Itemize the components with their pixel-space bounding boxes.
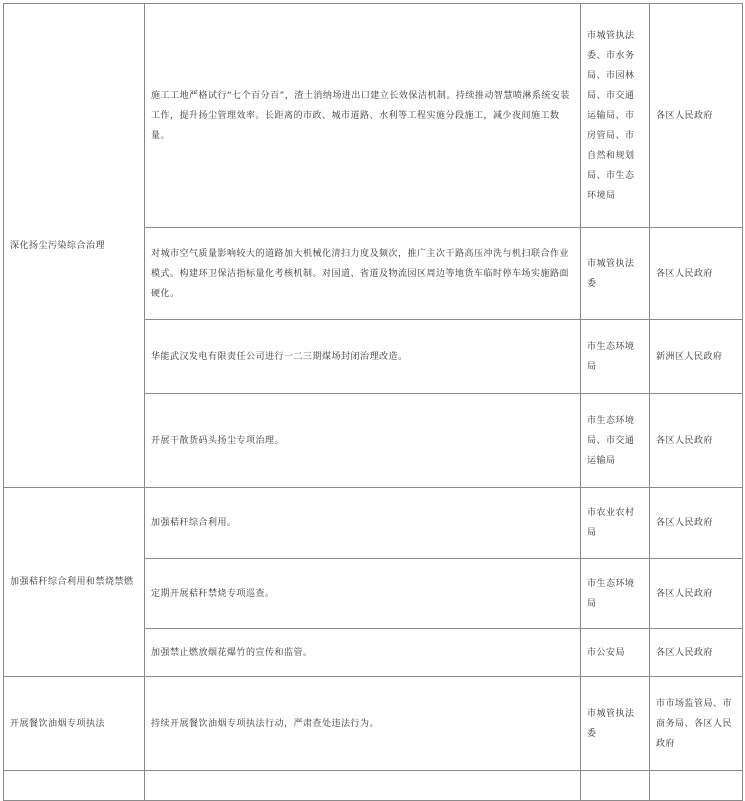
lead-dept-cell xyxy=(581,4,650,228)
lead-dept-cell xyxy=(581,677,650,771)
lead-dept-text: 市生态环境局 xyxy=(587,578,635,609)
coop-dept-cell xyxy=(650,228,743,320)
measure-text: 对城市空气质量影响较大的道路加大机械化清扫力度及频次，推广主次干路高压冲洗与机扫联合作业模式。构建环卫保洁指标量化考核机制。对国道、省道及物流园区周边等地货车临时停车场实施路面硬化。 xyxy=(151,248,570,299)
lead-dept-text: 市城管执法委 xyxy=(587,708,635,739)
measures-table xyxy=(3,3,743,801)
table-row xyxy=(4,488,743,559)
measure-cell xyxy=(145,488,581,559)
lead-dept-text: 市农业农村局 xyxy=(587,508,635,538)
measure-cell xyxy=(145,629,581,677)
measure-cell xyxy=(145,4,581,228)
table-row xyxy=(4,4,743,228)
coop-dept-text: 各区人民政府 xyxy=(656,268,714,279)
coop-dept-text: 市市场监管局、市商务局、各区人民政府 xyxy=(656,698,733,749)
coop-dept-cell xyxy=(650,4,743,228)
lead-dept-cell xyxy=(581,488,650,559)
coop-dept-cell xyxy=(650,559,743,629)
measure-cell xyxy=(145,394,581,488)
coop-dept-text: 各区人民政府 xyxy=(656,588,714,599)
table-row xyxy=(4,771,743,801)
measure-cell xyxy=(145,320,581,394)
measure-cell xyxy=(145,677,581,771)
task-label: 加强秸秆综合利用和禁烧禁燃 xyxy=(10,577,134,587)
measure-text: 持续开展餐饮油烟专项执法行动，严肃查处违法行为。 xyxy=(151,718,380,729)
lead-dept-text: 市城管执法委 xyxy=(587,258,635,289)
lead-dept-cell xyxy=(581,394,650,488)
lead-dept-cell xyxy=(581,228,650,320)
measure-cell xyxy=(145,771,581,801)
coop-dept-cell xyxy=(650,677,743,771)
coop-dept-text: 新洲区人民政府 xyxy=(656,351,723,362)
task-label: 深化扬尘污染综合治理 xyxy=(10,240,106,251)
measure-cell xyxy=(145,559,581,629)
lead-dept-cell xyxy=(581,629,650,677)
measure-text: 施工工地严格试行“七个百分百”，渣土消纳场进出口建立长效保洁机制。持续推动智慧喷淋系统安装工作，提升扬尘管理效率。长距离的市政、城市道路、水利等工程实施分段施工，减少夜间施工数量。 xyxy=(151,90,570,141)
measure-text: 华能武汉发电有限责任公司进行一二三期煤场封闭治理改造。 xyxy=(151,351,408,362)
coop-dept-cell xyxy=(650,771,743,801)
measure-text: 加强秸秆综合利用。 xyxy=(151,518,237,528)
task-cell-next xyxy=(4,771,145,801)
lead-dept-cell xyxy=(581,771,650,801)
coop-dept-text: 各区人民政府 xyxy=(656,110,714,121)
lead-dept-text: 市生态环境局 xyxy=(587,341,635,372)
coop-dept-cell xyxy=(650,488,743,559)
lead-dept-cell xyxy=(581,320,650,394)
coop-dept-text: 各区人民政府 xyxy=(656,518,714,528)
coop-dept-cell xyxy=(650,320,743,394)
coop-dept-cell xyxy=(650,394,743,488)
measure-cell xyxy=(145,228,581,320)
lead-dept-cell xyxy=(581,559,650,629)
lead-dept-text: 市公安局 xyxy=(587,647,626,658)
coop-dept-cell xyxy=(650,629,743,677)
coop-dept-text: 各区人民政府 xyxy=(656,647,714,658)
task-cell-catering-fumes xyxy=(4,677,145,771)
table-row xyxy=(4,677,743,771)
task-cell-straw xyxy=(4,488,145,677)
measure-text: 定期开展秸秆禁烧专项巡查。 xyxy=(151,588,275,599)
measure-text: 开展干散货码头扬尘专项治理。 xyxy=(151,435,285,446)
lead-dept-text: 市城管执法委、市水务局、市园林局、市交通运输局、市房管局、市自然和规划局、市生态环境局 xyxy=(587,30,635,201)
lead-dept-text: 市生态环境局、市交通运输局 xyxy=(587,415,635,466)
task-label: 开展餐饮油烟专项执法 xyxy=(10,718,106,729)
task-cell-dust-control xyxy=(4,4,145,488)
coop-dept-text: 各区人民政府 xyxy=(656,435,714,446)
measure-text: 加强禁止燃放烟花爆竹的宣传和监管。 xyxy=(151,647,313,658)
